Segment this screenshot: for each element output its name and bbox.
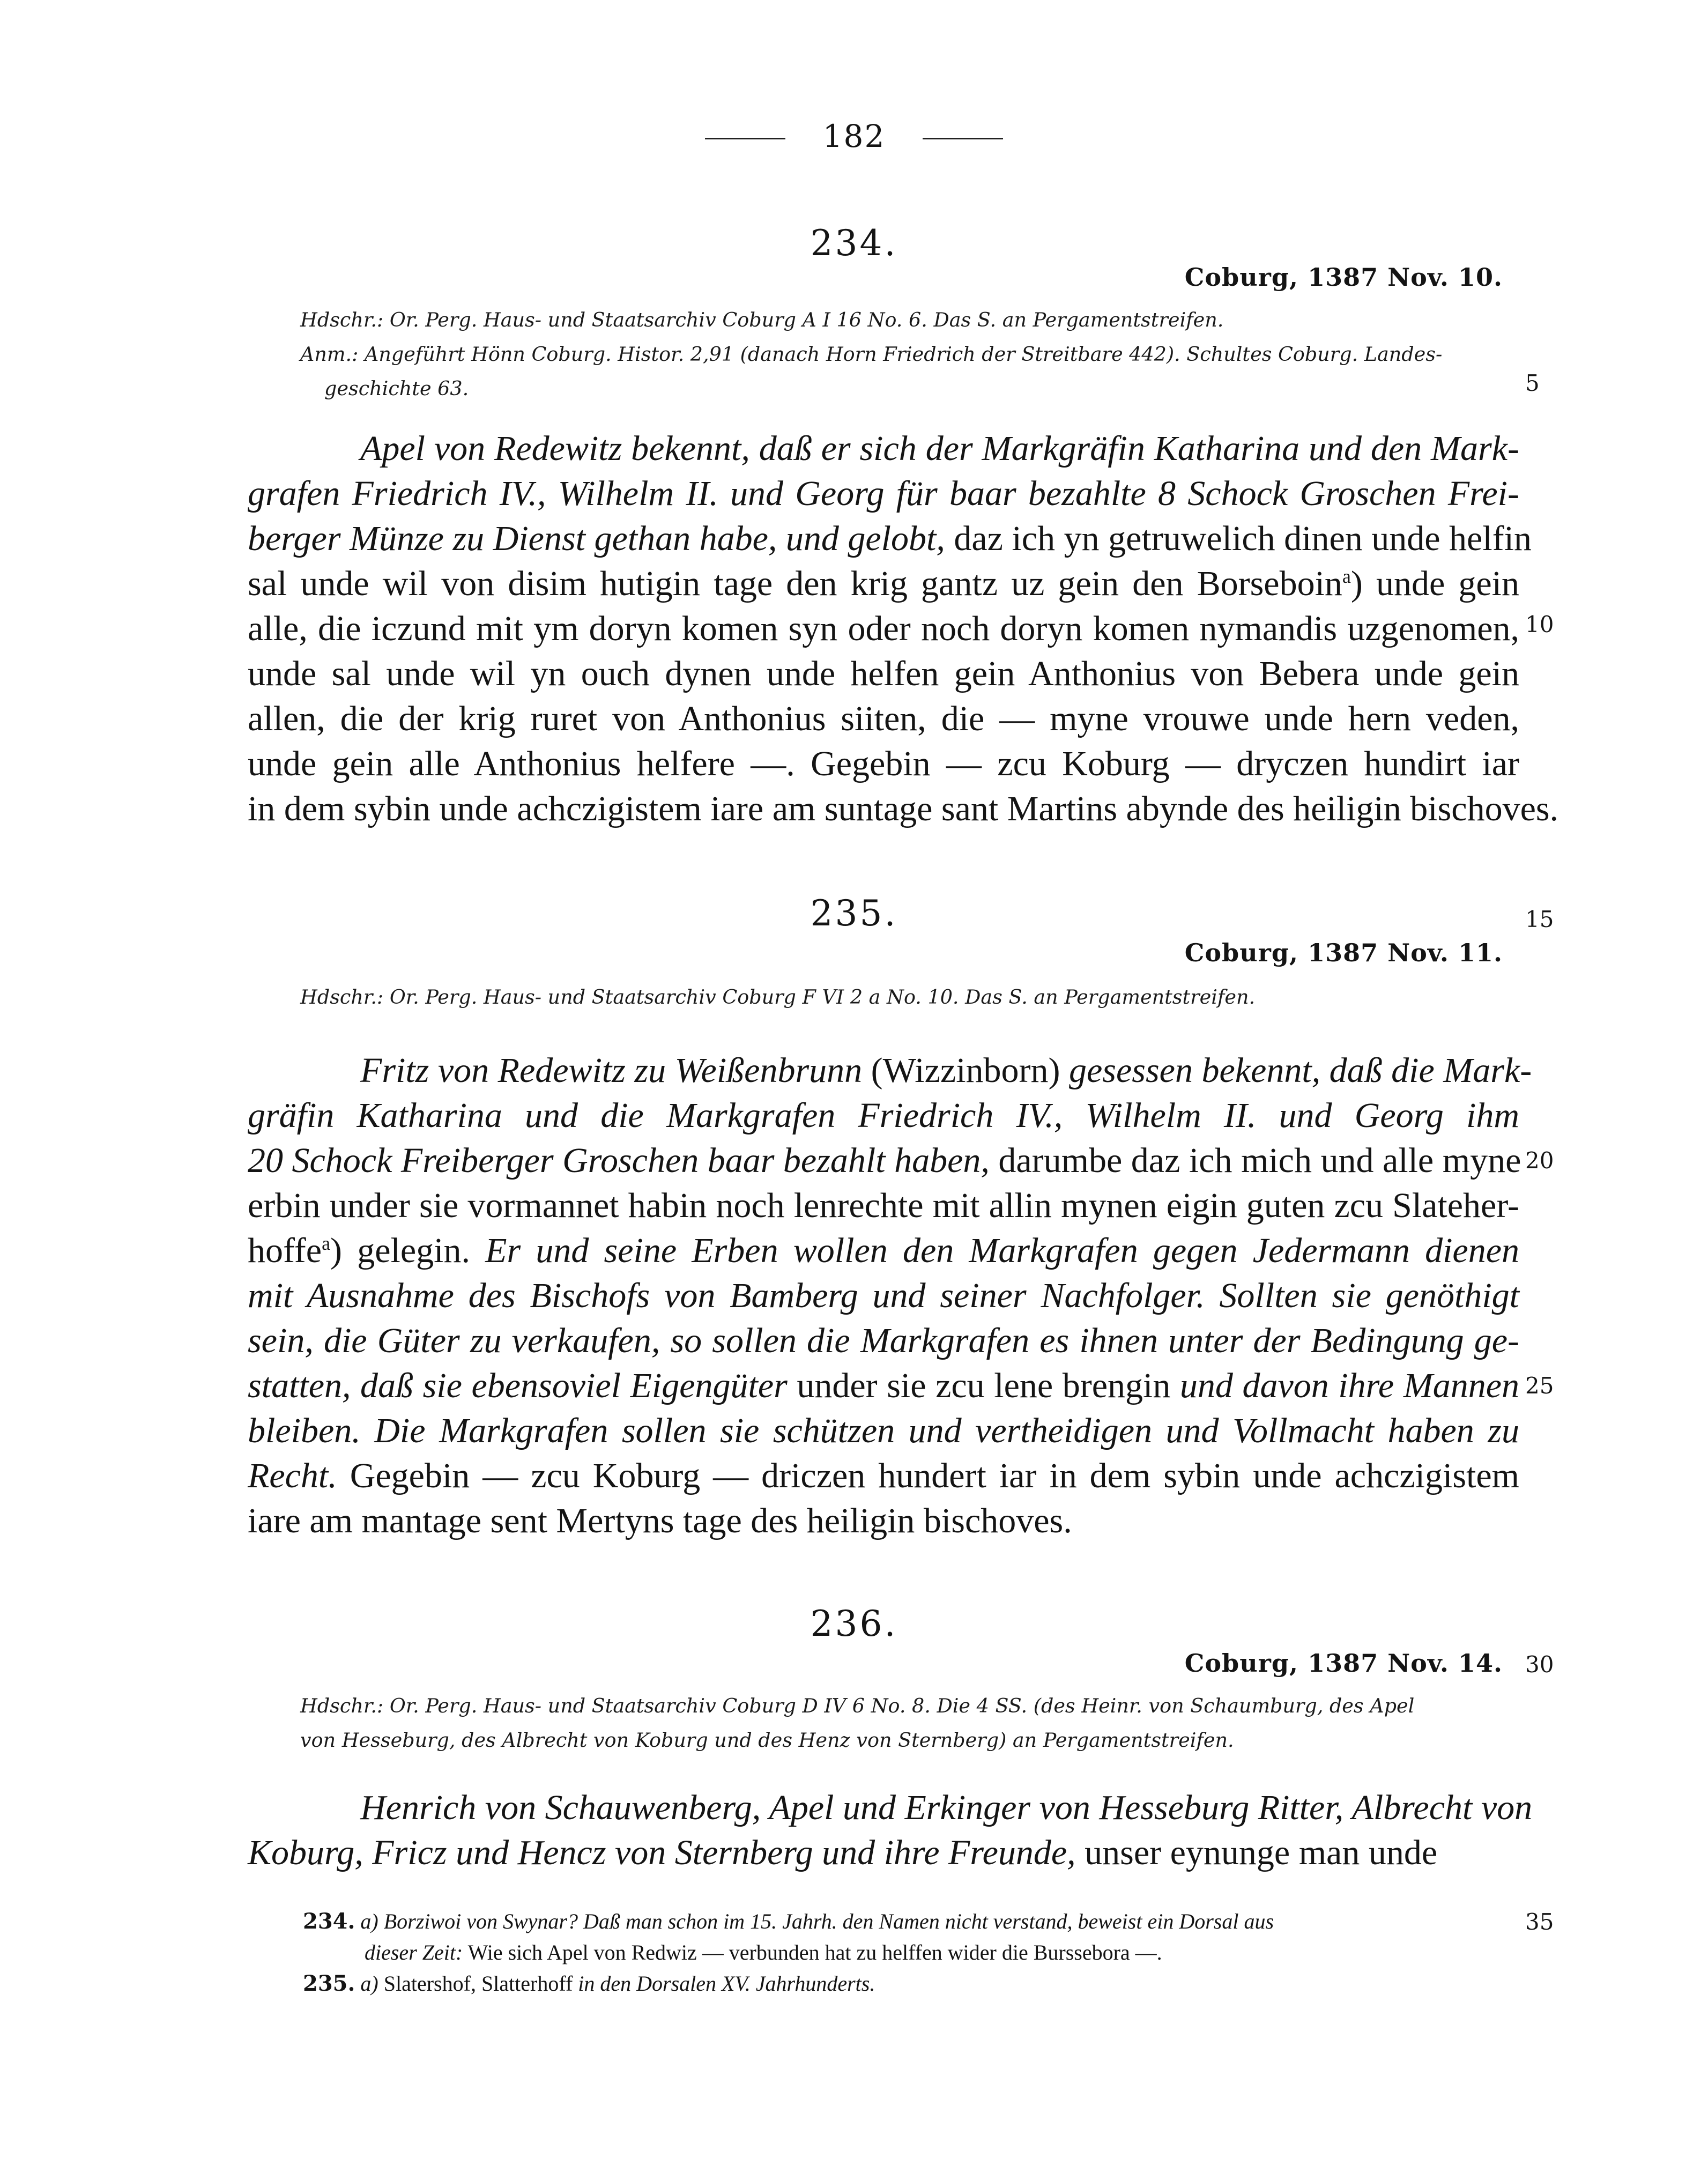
text-line	[248, 1785, 1533, 1830]
entry-body-236	[248, 1785, 1533, 1875]
summary-text: und davon ihre Mannen	[1179, 1366, 1519, 1405]
page-header	[0, 118, 1708, 154]
document-text: in dem sybin unde achczigistem iare am suntage sant Martins abynde des heiligin bischoves.	[248, 789, 1559, 828]
entry-number-235: 235.	[810, 893, 898, 934]
text-line	[248, 1228, 1519, 1273]
entry-number-234: 234.	[810, 223, 898, 264]
text-line	[248, 1454, 1519, 1499]
document-text: ) unde gein	[1350, 564, 1519, 603]
summary-text: Henrich von Schauwenberg, Apel und Erkinger von Hesseburg Ritter, Albrecht von	[360, 1788, 1533, 1827]
text-line	[248, 1830, 1519, 1875]
entry-body-235	[248, 1048, 1532, 1544]
text-line	[248, 1048, 1532, 1093]
line-number-15: 15	[1525, 906, 1554, 932]
text-line	[248, 1093, 1519, 1138]
summary-text: 20 Schock Freiberger Groschen baar bezahlt haben,	[248, 1141, 990, 1180]
document-text: Gegebin — zcu Koburg — driczen hundert iar in dem sybin unde achczigistem	[337, 1456, 1519, 1495]
footnote-text: a) Borziwoi von Swynar? Daß man schon im 15. Jahrh. den Namen nicht verstand, beweist ein Dorsal aus	[360, 1909, 1274, 1933]
source-note-234	[300, 303, 1517, 406]
summary-text: berger Münze zu Dienst gethan habe, und gelobt,	[248, 519, 945, 558]
header-rule-right	[923, 138, 1003, 139]
note-line: geschichte 63.	[324, 377, 469, 400]
line-number-10: 10	[1525, 611, 1554, 637]
text-line	[248, 651, 1519, 696]
text-line	[248, 606, 1519, 651]
summary-text: gesessen bekennt, daß die Mark-	[1069, 1051, 1532, 1090]
footnote-marker: a	[1342, 566, 1351, 587]
footnote-234-line	[303, 1906, 1520, 1937]
line-number-20: 20	[1525, 1147, 1554, 1174]
summary-text: Koburg, Fricz und Hencz von Sternberg und ihre Freunde,	[248, 1833, 1076, 1872]
summary-text: Fritz von Redewitz zu Weißenbrunn	[360, 1051, 863, 1090]
source-note-235	[300, 980, 1517, 1014]
document-text: daz ich yn getruwelich dinen unde helfin	[945, 519, 1532, 558]
text-line	[248, 787, 1559, 832]
note-line: Hdschr.: Or. Perg. Haus- und Staatsarchiv Coburg F VI 2 a No. 10. Das S. an Pergamentstreifen.	[300, 985, 1256, 1009]
entry-number-236: 236.	[810, 1603, 898, 1644]
footnote-label: 235.	[303, 1971, 355, 1996]
text-line	[248, 426, 1519, 471]
text-line	[248, 1138, 1519, 1183]
note-line: Hdschr.: Or. Perg. Haus- und Staatsarchiv Coburg D IV 6 No. 8. Die 4 SS. (des Heinr. von Schaumburg, des Apel	[300, 1694, 1415, 1717]
note-line: Anm.: Angeführt Hönn Coburg. Histor. 2,91 (danach Horn Friedrich der Streitbare 442). Schultes Coburg. Landes-	[300, 343, 1443, 366]
line-number-30: 30	[1525, 1651, 1554, 1678]
dateline-236: Coburg, 1387 Nov. 14.	[1184, 1649, 1503, 1678]
footnote-label: 234.	[303, 1909, 355, 1934]
summary-text: statten, daß sie ebensoviel Eigengüter	[248, 1366, 788, 1405]
text-line	[248, 1183, 1519, 1228]
document-text: unser eynunge man unde	[1075, 1833, 1438, 1872]
document-text: unde sal unde wil yn ouch dynen unde helfen gein Anthonius von Bebera unde gein	[248, 654, 1519, 693]
text-line	[248, 1499, 1519, 1544]
footnote-text: Wie sich Apel von Redwiz — verbunden hat zu helffen wider die Burssebora —.	[463, 1940, 1162, 1964]
summary-text: grafen Friedrich IV., Wilhelm II. und Georg für baar bezahlte 8 Schock Groschen Frei-	[248, 474, 1519, 513]
text-line	[248, 516, 1532, 561]
footnote-text: dieser Zeit:	[365, 1940, 463, 1964]
line-number-5: 5	[1525, 370, 1540, 396]
source-note-236	[300, 1689, 1517, 1758]
summary-text: Recht.	[248, 1456, 337, 1495]
dateline-234: Coburg, 1387 Nov. 10.	[1184, 263, 1503, 292]
document-text: erbin under sie vormannet habin noch lenrechte mit allin mynen eigin guten zcu Slateher-	[248, 1186, 1519, 1225]
footnote-234-line	[303, 1937, 1520, 1968]
summary-text: Apel von Redewitz bekennt, daß er sich der Markgräfin Katharina und den Mark-	[360, 429, 1519, 468]
document-text: iare am mantage sent Mertyns tage des heiligin bischoves.	[248, 1501, 1072, 1540]
text-line	[248, 1273, 1519, 1318]
footnotes	[303, 1906, 1520, 1999]
text-line	[248, 1318, 1519, 1363]
summary-text: Er und seine Erben wollen den Markgrafen gegen Jedermann dienen	[485, 1231, 1519, 1270]
summary-text: gräfin Katharina und die Markgrafen Friedrich IV., Wilhelm II. und Georg ihm	[248, 1096, 1519, 1135]
line-number-35: 35	[1525, 1909, 1554, 1935]
text-line	[248, 742, 1519, 787]
summary-text: bleiben. Die Markgrafen sollen sie schützen und vertheidigen und Vollmacht haben zu	[248, 1411, 1519, 1450]
summary-text: mit Ausnahme des Bischofs von Bamberg und seiner Nachfolger. Sollten sie genöthigt	[248, 1276, 1519, 1315]
footnote-text: a)	[360, 1971, 378, 1996]
page-number: 182	[822, 118, 886, 154]
note-line: Hdschr.: Or. Perg. Haus- und Staatsarchiv Coburg A I 16 No. 6. Das S. an Pergamentstreifen.	[300, 308, 1224, 331]
footnote-marker: a	[322, 1233, 331, 1254]
dateline-235: Coburg, 1387 Nov. 11.	[1184, 938, 1503, 967]
header-rule-left	[705, 138, 785, 139]
text-line	[248, 696, 1519, 742]
text-line	[248, 471, 1519, 516]
document-text: sal unde wil von disim hutigin tage den krig gantz uz gein den Borseboin	[248, 564, 1342, 603]
text-line	[248, 561, 1519, 606]
footnote-text: in den Dorsalen XV. Jahrhunderts.	[578, 1971, 875, 1996]
note-line: von Hesseburg, des Albrecht von Koburg und des Henz von Sternberg) an Pergamentstreifen.	[300, 1729, 1234, 1752]
document-text: allen, die der krig ruret von Anthonius siiten, die — myne vrouwe unde hern veden,	[248, 699, 1519, 738]
footnote-235-line	[303, 1968, 1520, 1999]
summary-text: sein, die Güter zu verkaufen, so sollen die Markgrafen es ihnen unter der Bedingung ge-	[248, 1321, 1519, 1360]
document-text: ) gelegin.	[330, 1231, 486, 1270]
text-line	[248, 1363, 1519, 1408]
text-line	[248, 1408, 1519, 1454]
document-text: darumbe daz ich mich und alle myne	[989, 1141, 1521, 1180]
document-text: (Wizzinborn)	[862, 1051, 1070, 1090]
document-text: hoffe	[248, 1231, 322, 1270]
document-text: alle, die iczund mit ym doryn komen syn oder noch doryn komen nymandis uzgenomen,	[248, 609, 1519, 648]
line-number-25: 25	[1525, 1373, 1554, 1399]
document-text: unde gein alle Anthonius helfere —. Gegebin — zcu Koburg — dryczen hundirt iar	[248, 744, 1519, 783]
document-text: under sie zcu lene brengin	[787, 1366, 1180, 1405]
footnote-text: Slatershof, Slatterhoff	[378, 1971, 578, 1996]
